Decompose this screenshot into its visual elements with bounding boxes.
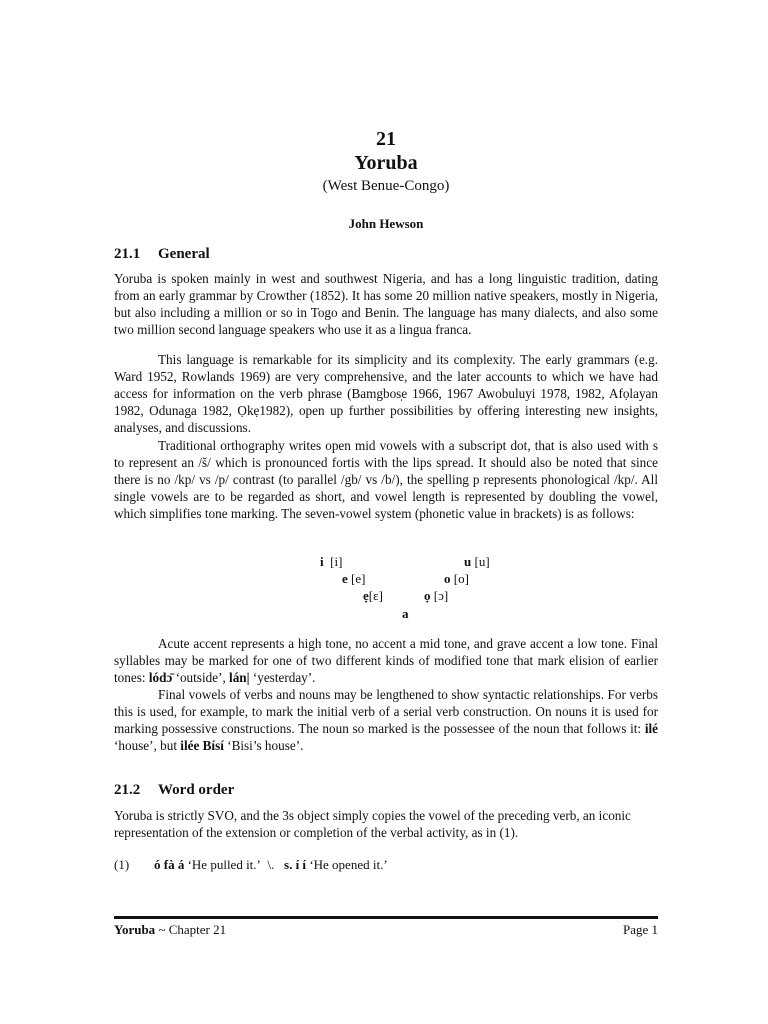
page-number: Page 1	[622, 922, 658, 937]
paragraph-lengthening: Final vowels of verbs and nouns may be lengthened to show syntactic relationships. For verbs this is used, for example, to mark the initial verb of a serial verb construction. On nouns it is used for marking possessive constructions. The noun so marked is the possessee of the noun that follows it: ilé ‘house’, but ilée Bísí ‘Bisi’s house’.	[114, 687, 659, 753]
footer-title: Yoruba ~ Chapter 21	[114, 922, 227, 937]
footer-rule	[114, 916, 658, 919]
yoruba-word: ilé	[644, 720, 659, 736]
yoruba-word: lódɔ̄	[148, 669, 173, 685]
example-gloss: ‘He opened it.’	[309, 857, 388, 872]
vowel-e: e [e]	[342, 571, 366, 586]
yoruba-example: s. í í	[284, 857, 307, 872]
yoruba-word: lán|	[229, 669, 250, 685]
paragraph-tones: Acute accent represents a high tone, no accent a mid tone, and grave accent a low tone. Final syllables may be marked for one of two different kinds of modified tone that mark elision of earlier tones: lódɔ̄ ‘outside’, lán| ‘yesterday’.	[114, 636, 658, 685]
paragraph-orthography: Traditional orthography writes open mid vowels with a subscript dot, that is also used with s to represent an /š/ which is pronounced fortis with the lips spread. It should also be noted that since there is no /kp/ vs /p/ contrast (to parallel /gb/ vs /b/), the spelling p represents phonological /kp/. All single vowels are to be regarded as short, and vowel length is represented by doubling the vowel, which simplifies tone marking. The seven-vowel system (phonetic value in brackets) is as follows:	[114, 438, 658, 521]
example-gloss: ‘He pulled it.’	[187, 857, 261, 872]
example-number: (1)	[114, 857, 130, 872]
section-title: Word order	[158, 782, 235, 798]
chapter-title: Yoruba	[354, 152, 418, 174]
vowel-i: i [i]	[320, 554, 343, 569]
vowel-open-o: ọ [ɔ]	[424, 588, 449, 603]
vowel-open-e: ẹ[ɛ]	[363, 588, 383, 603]
section-title: General	[158, 246, 210, 262]
document-page	[114, 0, 658, 1024]
example-1	[114, 857, 388, 873]
paragraph-intro: Yoruba is spoken mainly in west and southwest Nigeria, and has a long linguistic tradition, dating from an early grammar by Crowther (1852). It has some 20 million native speakers, mostly in Nigeria, but also including a million or so in Togo and Benin. The language has many dialects, and also some two million second language speakers who use it as a lingua franca.	[114, 271, 658, 337]
section-number: 21.1	[114, 246, 141, 262]
yoruba-word: ilée Bísí	[180, 737, 224, 753]
example-separator: \.	[267, 857, 275, 872]
yoruba-example: ó fà á	[154, 857, 185, 872]
section-number: 21.2	[114, 782, 141, 798]
vowel-a: a	[402, 606, 409, 621]
paragraph-word-order: Yoruba is strictly SVO, and the 3s object simply copies the vowel of the preceding verb, an iconic representation of the extension or completion of the verbal activity, as in (1).	[114, 808, 631, 840]
chapter-subtitle: (West Benue-Congo)	[322, 178, 450, 194]
author-name: John Hewson	[348, 216, 424, 231]
chapter-number: 21	[376, 128, 396, 150]
vowel-u: u [u]	[464, 554, 490, 569]
paragraph-simplicity: This language is remarkable for its simplicity and its complexity. The early grammars (e.g. Ward 1952, Rowlands 1969) are very comprehensive, and the later accounts to which we have had access for information on the verb phrase (Bamgbos̩e 1966, 1967 Awobuluyi 1978, 1982, Afọlayan 1982, Odunaga 1982, Ọkẹ1982), open up further possibilities by offering interesting new insights, analyses, and discussions.	[114, 352, 658, 435]
section-heading-word-order	[114, 782, 234, 799]
section-heading-general	[114, 246, 210, 263]
vowel-o: o [o]	[444, 571, 469, 586]
